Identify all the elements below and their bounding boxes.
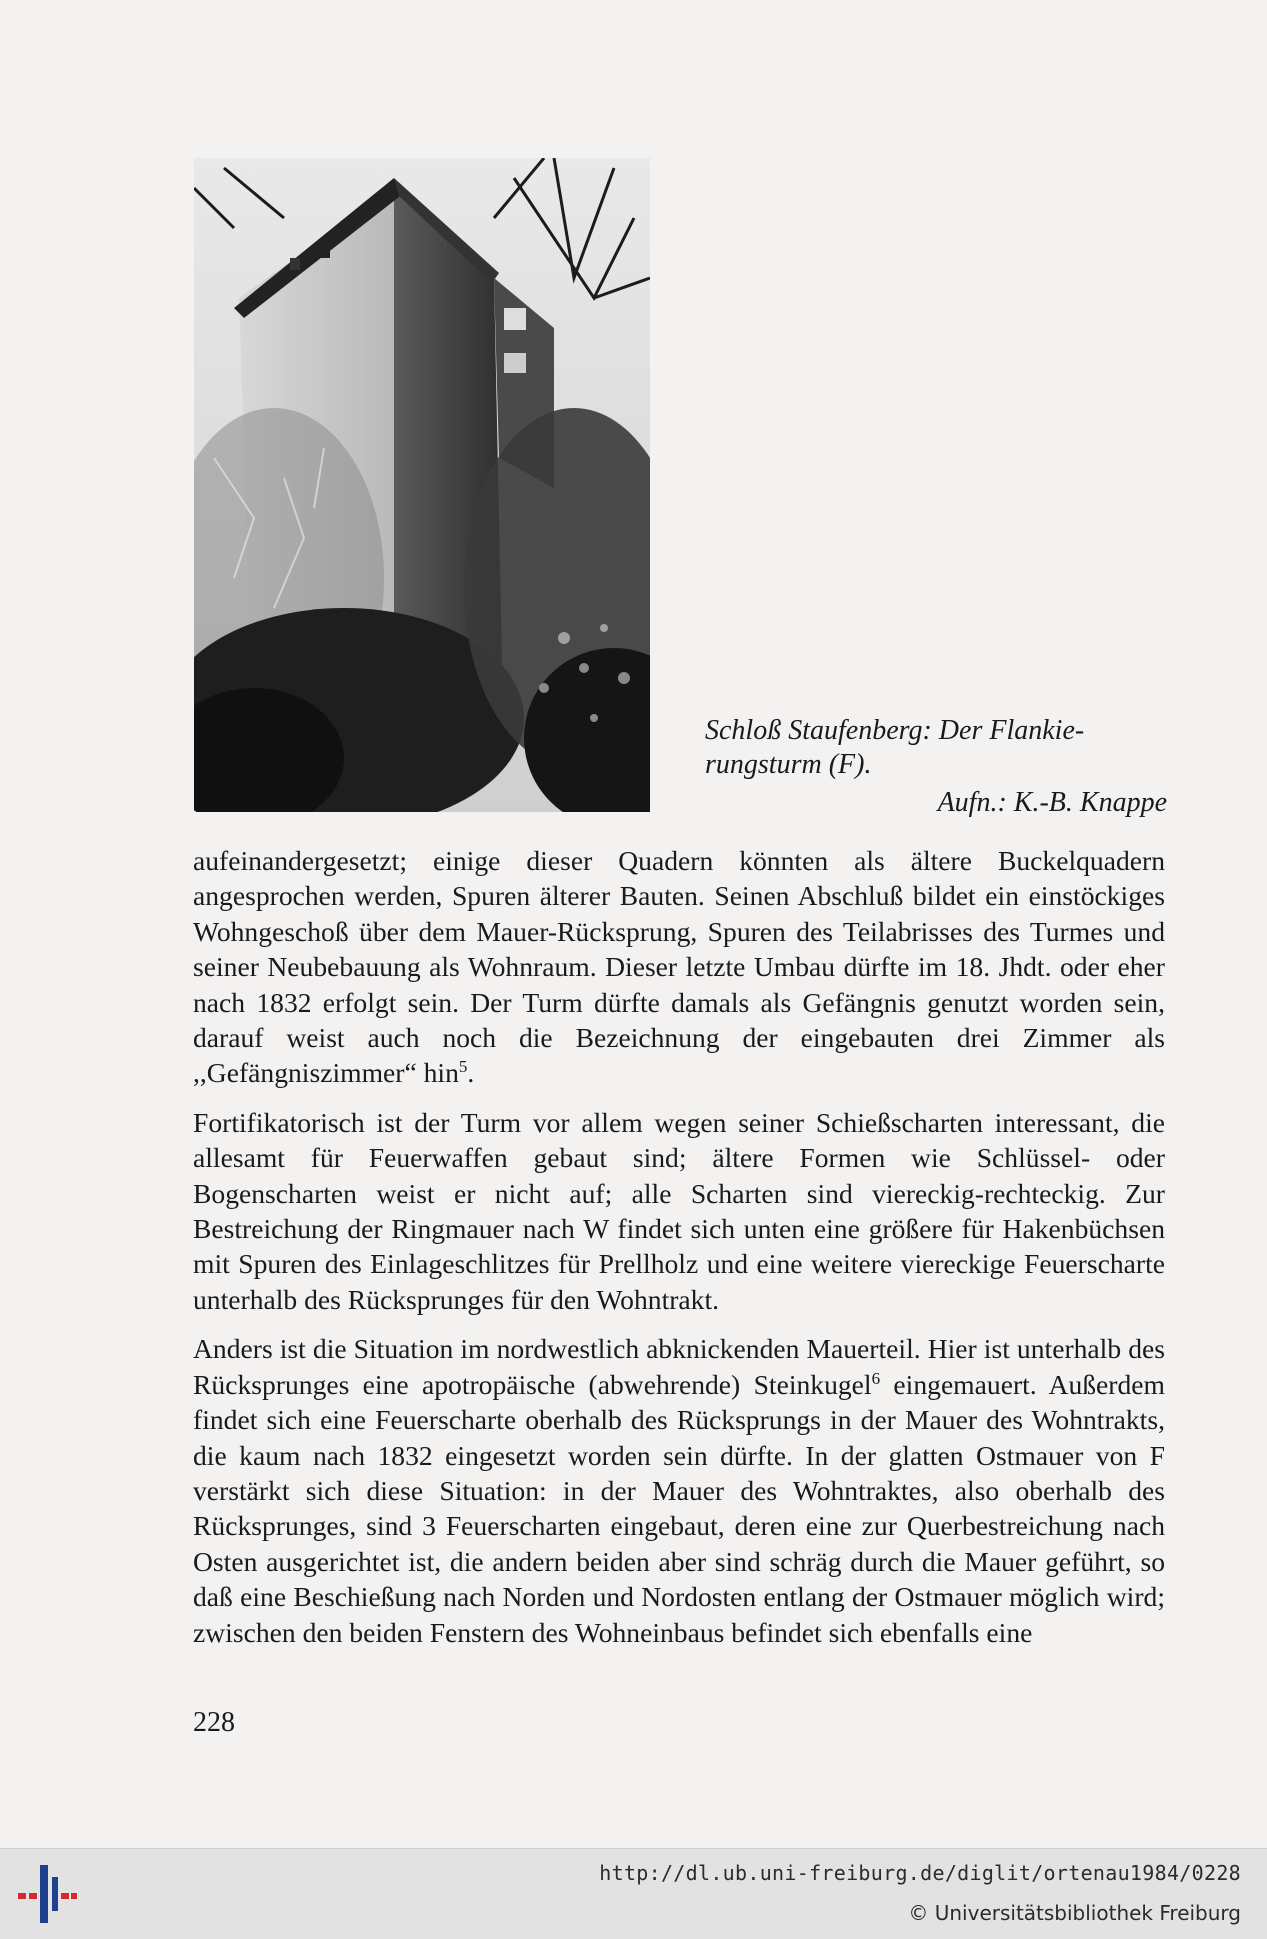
footnote-marker-6: 6 bbox=[871, 1368, 881, 1388]
tower-photo-drawing bbox=[194, 158, 650, 812]
copyright-text: © Universitätsbibliothek Freiburg bbox=[908, 1901, 1241, 1925]
caption-line-1: Schloß Staufenberg: Der Flankie- bbox=[705, 715, 1085, 746]
ub-freiburg-logo-icon bbox=[16, 1863, 78, 1925]
footnote-marker-5: 5 bbox=[458, 1057, 468, 1077]
caption-line-2: rungsturm (F). bbox=[705, 749, 872, 780]
photo-credit: Aufn.: K.-B. Knappe bbox=[937, 787, 1167, 818]
photo-caption bbox=[705, 714, 1168, 782]
footer-bar bbox=[0, 1848, 1267, 1939]
paragraph-2: Fortifikatorisch ist der Turm vor allem wegen seiner Schießscharten interessant, die allesamt für Feuerwaffen gebaut sind; ältere Formen wie Schlüssel- oder Bogenscharten weist er nicht auf; alle Scharten sind viereckig-rechteckig. Zur Bestreichung der Ringmauer nach W findet sich unten eine größere für Hakenbüchsen mit Spuren des Einlageschlitzes für Prellholz und eine weitere viereckige Feuerscharte unterhalb des Rücksprunges für den Wohntrakt. bbox=[193, 1106, 1165, 1315]
paragraph-1-text: aufeinandergesetzt; einige dieser Quadern könnten als ältere Buckelquadern angesprochen werden, Spuren älterer Bauten. Seinen Abschluß bildet ein einstöckiges Wohngeschoß über dem Mauer-Rücksprung, Spuren des Teilabrisses des Turmes und seiner Neubebauung als Wohnraum. Dieser letzte Umbau dürfte im 18. Jhdt. oder eher nach 1832 erfolgt sein. Der Turm dürfte damals als Gefängnis genutzt worden sein, darauf weist auch noch die Bezeichnung der eingebauten drei Zimmer als ,,Gefängniszimmer“ hin bbox=[193, 845, 1165, 1089]
paragraph-3-text-a: Anders ist die Situation im nordwestlich abknickenden Mauerteil. Hier ist unterhalb des Rücksprunges eine apotropäische (abwehrende) Steinkugel bbox=[193, 1333, 1165, 1400]
body-text bbox=[193, 843, 1165, 1664]
paragraph-3 bbox=[193, 1331, 1165, 1650]
page-number: 228 bbox=[193, 1707, 235, 1738]
paragraph-1: aufeinandergesetzt; einige dieser Quadern könnten als ältere Buckelquadern angesprochen werden, Spuren älterer Bauten. Seinen Abschluß bildet ein einstöckiges Wohngeschoß über dem Mauer-Rücksprung, Spuren des Teilabrisses des Turmes und seiner Neubebauung als Wohnraum. Dieser letzte Umbau dürfte im 18. Jhdt. oder eher nach 1832 erfolgt sein. Der Turm dürfte damals als Gefängnis genutzt worden sein, darauf weist auch noch die Bezeichnung der eingebauten drei Zimmer als ,,Gefängniszimmer“ hin$^5$. bbox=[193, 845, 1165, 1089]
source-url-link[interactable]: http://dl.ub.uni-freiburg.de/diglit/ortenau1984/0228 bbox=[599, 1861, 1241, 1885]
paragraph-3-text-b: eingemauert. Außerdem findet sich eine Feuerscharte oberhalb des Rücksprungs in der Mauer des Wohntrakts, die kaum nach 1832 eingesetzt worden sein dürfte. In der glatten Ostmauer von F verstärkt sich diese Situation: in der Mauer des Wohntraktes, also oberhalb des Rücksprunges, sind 3 Feuerscharten eingebaut, deren eine zur Querbestreichung nach Osten ausgerichtet ist, die andern beiden aber sind schräg durch die Mauer geführt, so daß eine Beschießung nach Norden und Nordosten entlang der Ostmauer möglich wird; zwischen den beiden Fenstern des Wohneinbaus befindet sich ebenfalls eine bbox=[193, 1368, 1165, 1648]
tower-photograph bbox=[194, 158, 650, 812]
